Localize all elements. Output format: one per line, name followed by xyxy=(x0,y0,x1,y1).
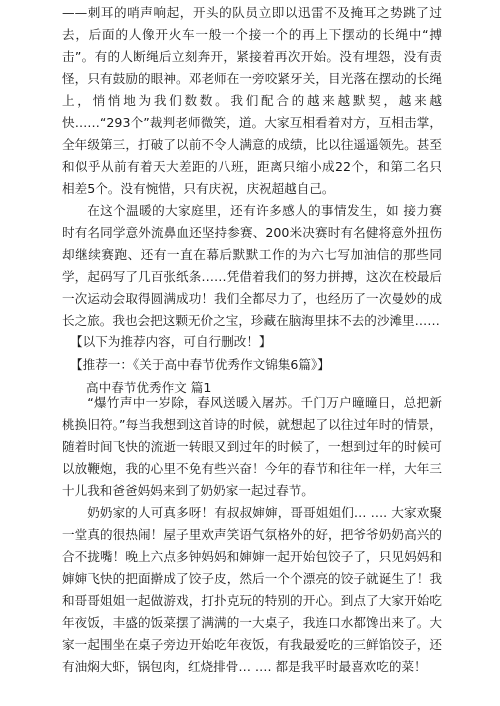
removable-notice: 【以下为推荐内容，可自行删改！】 xyxy=(70,334,272,349)
article-one-body xyxy=(62,2,442,332)
article-two-title: 高中春节优秀作文 篇1 xyxy=(86,380,212,395)
article-one-paragraph-1: ——刺耳的哨声响起，开头的队员立即以迅雷不及掩耳之势跳了过去，后面的人像开火车一般一个接一个的再上下摆动的长绳中“搏击”。有的人断绳后立刻奔开，紧接着再次开始。没有埋怨，没有责怪，只有鼓励的眼神。邓老师在一旁咬紧牙关，目光落在摆动的长绳上，悄悄地为我们数数。我们配合的越来越默契，越来越快……“293个”裁判老师微笑，道。大家互相看着对方，互相击掌，全年级第三，打破了以前不令人满意的成绩，比以往遥遥领先。甚至和似乎从前有着天大差距的八班，距离只缩小成22个，和第二名只相差5个。没有惋惜，只有庆祝，庆祝超越自己。 xyxy=(62,5,442,196)
article-two-paragraph-2: 奶奶家的人可真多呀！有叔叔婶婶，哥哥姐姐们… …. 大家欢聚一堂真的很热闹！屋子里欢声笑语气氛格外的好，把爷爷奶奶高兴的合不拢嘴！晚上六点多钟妈妈和婶婶一起开始包饺子了，只见妈妈和婶婶飞快的把面擀成了饺子皮，然后一个个漂亮的饺子就诞生了！我和哥哥姐姐一起做游戏，打扑克玩的特别的开心。到点了大家开始吃年夜饭，丰盛的饭菜摆了满满的一大桌子，我连口水都馋出来了。大家一起围坐在桌子旁边开始吃年夜饭，有我最爱吃的三鲜馅饺子，还有油焖大虾，锅包肉，红烧排骨… …. 都是我平时最喜欢吃的菜！ xyxy=(62,505,442,674)
article-one-paragraph-2: 在这个温暖的大家庭里，还有许多感人的事情发生，如 接力赛时有名同学意外流鼻血还坚持参赛、200米决赛时有名健将意外扭伤却继续赛跑、还有一直在幕后默默工作的为六七写加油信的那些同学，起码写了几百张纸条……凭借着我们的努力拼搏，这次在校最后一次运动会取得圆满成功！我们全都尽力了，也经历了一次曼妙的成长之旅。我也会把这颗无价之宝，珍藏在脑海里抹不去的沙滩里…… xyxy=(62,203,442,328)
article-two-paragraph-1: “爆竹声中一岁除，春风送暖入屠苏。千门万户曈曈日，总把新桃换旧符。”每当我想到这首诗的时候，就想起了以往过年时的情景，随着时间飞快的流逝一转眼又到过年的时候了，一想到过年的时候可以放鞭炮，我的心里不免有些兴奋！今年的春节和往年一样，大年三十儿我和爸爸妈妈来到了奶奶家一起过春节。 xyxy=(62,395,442,498)
recommendation-link[interactable]: 【推荐一：《关于高中春节优秀作文锦集6篇》】 xyxy=(70,357,330,372)
article-two-body xyxy=(62,392,442,678)
